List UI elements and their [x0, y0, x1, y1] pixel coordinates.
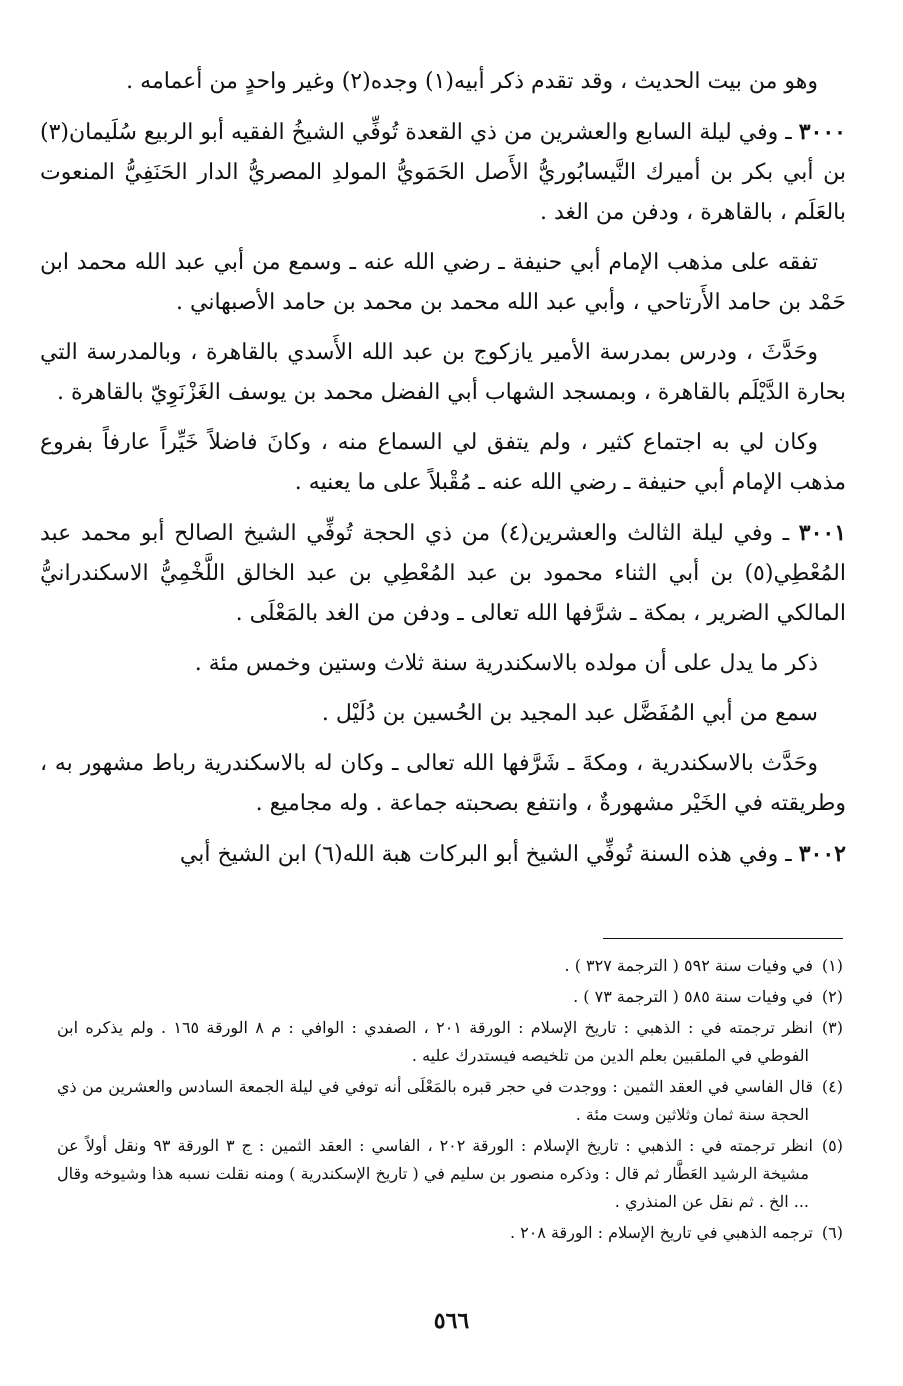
- entry-3002: [40, 834, 846, 875]
- entry-3001: [40, 513, 846, 634]
- paragraph-intro: [40, 62, 846, 102]
- footnote-4: [57, 1073, 843, 1129]
- footnote-3: [57, 1014, 843, 1070]
- footnote-6: [57, 1219, 843, 1247]
- page-number: ٥٦٦: [433, 1308, 470, 1334]
- footnote-text: انظر ترجمته في : الذهبي : تاريخ الإسلام : الورقة ٢٠٢ ، الفاسي : العقد الثمين : ج ٣ الورقة ٩٣ ونقل أولاً عن مشيخة الرشيد العَطَّار ثم قال : وذكره منصور بن سليم في ( تاريخ الإسكندرية ) ومنه نقلت نسبه هذا وشيوخه وقال ... الخ . ثم نقل عن المنذري .: [57, 1136, 813, 1211]
- entry-3000: [40, 112, 846, 233]
- paragraph-study: [40, 243, 846, 323]
- footnote-2: [57, 983, 843, 1011]
- footnote-text: انظر ترجمته في : الذهبي : تاريخ الإسلام : الورقة ٢٠١ ، الصفدي : الوافي : م ٨ الورقة ١٦٥ . ولم يذكره ابن الفوطي في الملقبين بعلم الدين من تلخيصه فيستدرك عليه .: [57, 1018, 814, 1065]
- footnote-label: (٦): [821, 1223, 843, 1242]
- entry-number: ٣٠٠١: [798, 520, 847, 546]
- footnote-label: (٤): [821, 1077, 843, 1096]
- entry-number: ٣٠٠٠: [798, 119, 846, 145]
- paragraph-narrated: [40, 744, 846, 824]
- main-text: [40, 62, 846, 885]
- footnote-text: ترجمه الذهبي في تاريخ الإسلام : الورقة ٢٠٨ .: [509, 1223, 813, 1242]
- paragraph-meeting: [40, 423, 846, 503]
- footnote-label: (٢): [821, 987, 843, 1006]
- paragraph-birth: [40, 644, 846, 684]
- paragraph-text: وكان لي به اجتماع كثير ، ولم يتفق لي السماع منه ، وكانَ فاضلاً خَيِّراً عارفاً بفروع مذهب الإمام أبي حنيفة ـ رضي الله عنه ـ مُقْبلاً على ما يعنيه .: [40, 430, 846, 495]
- footnote-label: (٣): [821, 1018, 844, 1037]
- footnotes: [57, 952, 843, 1250]
- footnote-1: [57, 952, 843, 980]
- footnote-text: في وفيات سنة ٥٨٥ ( الترجمة ٧٣ ) .: [573, 987, 813, 1006]
- paragraph-text: وحَدَّث بالاسكندرية ، ومكةَ ـ شَرَّفها الله تعالى ـ وكان له بالاسكندرية رباط مشهور به ، وطريقته في الخَيْر مشهورةٌ ، وانتفع بصحبته جماعة . وله مجاميع .: [40, 751, 846, 816]
- paragraph-text: وحَدَّثَ ، ودرس بمدرسة الأمير يازكوج بن عبد الله الأَسدي بالقاهرة ، وبالمدرسة التي بحارة الدَّيْلَم بالقاهرة ، وبمسجد الشهاب أبي الفضل محمد بن يوسف الغَزْنَوِيّ بالقاهرة .: [40, 340, 846, 405]
- footnote-divider: [603, 938, 843, 939]
- paragraph-text: ـ وفي ليلة السابع والعشرين من ذي القعدة تُوفِّي الشيخُ الفقيه أبو الربيع سُلَيمان(٣) بن أبي بكر بن أميرك النَّيسابُوريُّ الأَصل الحَمَويُّ المولدِ المصريُّ الدار الحَنَفِيُّ المنعوت بالعَلَم ، بالقاهرة ، ودفن من الغد .: [40, 120, 846, 225]
- footnote-text: قال الفاسي في العقد الثمين : ووجدت في حجر قبره بالمَعْلَى أنه توفي في ليلة الجمعة السادس والعشرين من ذي الحجة سنة ثمان وثلاثين وست مئة .: [57, 1077, 813, 1124]
- paragraph-text: ذكر ما يدل على أن مولده بالاسكندرية سنة ثلاث وستين وخمس مئة .: [194, 651, 818, 676]
- paragraph-heard: [40, 694, 846, 734]
- footnote-label: (٥): [821, 1136, 843, 1155]
- paragraph-teaching: [40, 333, 846, 413]
- footnote-label: (١): [821, 956, 843, 975]
- footnote-text: في وفيات سنة ٥٩٢ ( الترجمة ٣٢٧ ) .: [564, 956, 813, 975]
- footnote-5: [57, 1132, 843, 1216]
- paragraph-text: سمع من أبي المُفَضَّل عبد المجيد بن الحُسين بن دُلَيْل .: [321, 701, 818, 726]
- paragraph-text: وهو من بيت الحديث ، وقد تقدم ذكر أبيه(١) وجده(٢) وغير واحدٍ من أعمامه .: [126, 69, 818, 94]
- entry-number: ٣٠٠٢: [798, 841, 846, 867]
- paragraph-text: ـ وفي هذه السنة تُوفِّي الشيخ أبو البركات هبة الله(٦) ابن الشيخ أبي: [179, 842, 799, 867]
- paragraph-text: ـ وفي ليلة الثالث والعشرين(٤) من ذي الحجة تُوفِّي الشيخ الصالح أبو محمد عبد المُعْطِي(٥) بن أبي الثناء محمود بن عبد المُعْطِي بن عبد الخالق اللَّخْمِيُّ الاسكندرانيُّ المالكي الضرير ، بمكة ـ شرَّفها الله تعالى ـ ودفن من الغد بالمَعْلَى .: [40, 521, 846, 626]
- paragraph-text: تفقه على مذهب الإمام أبي حنيفة ـ رضي الله عنه ـ وسمع من أبي عبد الله محمد ابن حَمْد بن حامد الأَرتاحي ، وأبي عبد الله محمد بن محمد بن حامد الأصبهاني .: [40, 250, 846, 315]
